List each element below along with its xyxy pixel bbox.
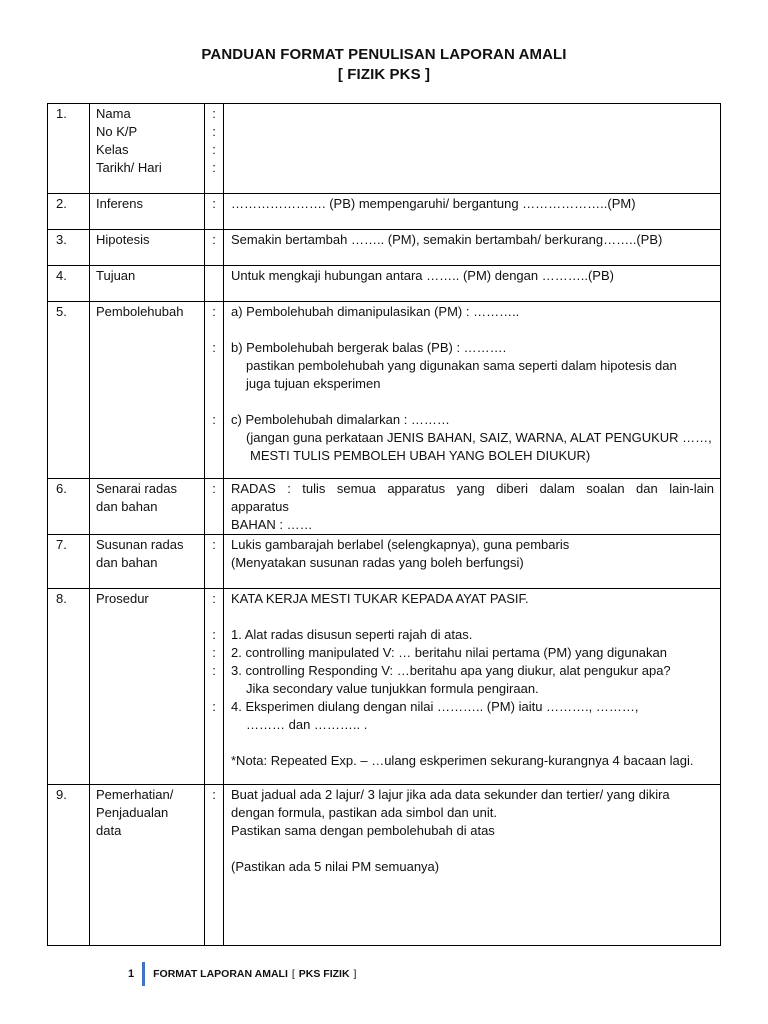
variable-note: (jangan guna perkataan JENIS BAHAN, SAIZ, WARNA, ALAT PENGUKUR ……, — [246, 430, 712, 445]
pemerhatian-text: Pastikan sama dengan pembolehubah di atas — [231, 823, 495, 838]
colon: : — [212, 142, 216, 157]
table-row — [48, 230, 721, 266]
prosedur-heading: KATA KERJA MESTI TUKAR KEPADA AYAT PASIF. — [231, 591, 529, 606]
row-label: Senarai radas — [96, 481, 177, 496]
footer-title: FORMAT LAPORAN AMALI — [153, 968, 288, 980]
prosedur-step: Jika secondary value tunjukkan formula pengiraan. — [246, 681, 539, 696]
row-label: Pemerhatian/ — [96, 787, 174, 802]
prosedur-step: ……… dan ……….. . — [246, 717, 368, 732]
table-row — [48, 535, 721, 589]
colon: : — [212, 304, 216, 319]
variable-manipulated: a) Pembolehubah dimanipulasikan (PM) : ……….. — [231, 304, 520, 319]
row-number: 7. — [56, 537, 67, 552]
inferens-text: …………………. (PB) mempengaruhi/ bergantung ………………..(PM) — [231, 196, 636, 211]
colon: : — [212, 627, 216, 642]
label-tarikh-hari: Tarikh/ Hari — [96, 160, 162, 175]
row-number: 5. — [56, 304, 67, 319]
prosedur-step: 1. Alat radas disusun seperti rajah di atas. — [231, 627, 473, 642]
identity-fill-area[interactable] — [224, 104, 721, 194]
prosedur-step: 2. controlling manipulated V: … beritahu nilai pertama (PM) yang digunakan — [231, 645, 667, 660]
radas-text: apparatus — [231, 499, 289, 514]
colon: : — [212, 196, 216, 211]
footer-bracket: ] — [353, 968, 357, 980]
row-number: 1. — [56, 106, 67, 121]
table-row — [48, 194, 721, 230]
colon: : — [212, 340, 216, 355]
pemerhatian-note: (Pastikan ada 5 nilai PM semuanya) — [231, 859, 440, 874]
row-label: Tujuan — [96, 268, 136, 283]
row-label: data — [96, 823, 122, 838]
variable-constant: c) Pembolehubah dimalarkan : ……… — [231, 412, 450, 427]
table-row — [48, 266, 721, 302]
row-label: Inferens — [96, 196, 143, 211]
bahan-text: BAHAN : …… — [231, 517, 313, 532]
row-label: Pembolehubah — [96, 304, 184, 319]
footer-bracket: [ — [291, 968, 295, 980]
table-row — [48, 785, 721, 946]
row-label: dan bahan — [96, 555, 158, 570]
variable-responding: b) Pembolehubah bergerak balas (PB) : ………. — [231, 340, 507, 355]
prosedur-step: 3. controlling Responding V: …beritahu apa yang diukur, alat pengukur apa? — [231, 663, 671, 678]
variable-note: pastikan pembolehubah yang digunakan sama seperti dalam hipotesis dan — [246, 358, 677, 373]
colon: : — [212, 232, 216, 247]
susunan-text: (Menyatakan susunan radas yang boleh berfungsi) — [231, 555, 524, 570]
row-label: dan bahan — [96, 499, 158, 514]
susunan-text: Lukis gambarajah berlabel (selengkapnya), guna pembaris — [231, 537, 570, 552]
row-number: 8. — [56, 591, 67, 606]
row-label: Susunan radas — [96, 537, 184, 552]
row-label: Hipotesis — [96, 232, 150, 247]
colon: : — [212, 124, 216, 139]
variable-note: MESTI TULIS PEMBOLEH UBAH YANG BOLEH DIUKUR) — [250, 448, 591, 463]
row-number: 6. — [56, 481, 67, 496]
colon: : — [212, 591, 216, 606]
prosedur-step: 4. Eksperimen diulang dengan nilai ……….. (PM) iaitu ………., ………, — [231, 699, 639, 714]
variable-note: juga tujuan eksperimen — [246, 376, 381, 391]
table-row — [48, 479, 721, 535]
row-number: 9. — [56, 787, 67, 802]
document-subtitle: [ FIZIK PKS ] — [337, 66, 431, 83]
page-number: 1 — [128, 968, 135, 980]
pemerhatian-text: Buat jadual ada 2 lajur/ 3 lajur jika ada data sekunder dan tertier/ yang dikira — [231, 787, 670, 802]
label-kelas: Kelas — [96, 142, 129, 157]
colon: : — [212, 160, 216, 175]
report-format-table — [47, 103, 721, 946]
tujuan-text: Untuk mengkaji hubungan antara …….. (PM) dengan ………..(PB) — [231, 268, 614, 283]
row-label: Prosedur — [96, 591, 149, 606]
colon: : — [212, 699, 216, 714]
radas-text: RADAS : tulis semua apparatus yang diberi dalam soalan dan lain-lain — [231, 481, 714, 496]
footer-accent-bar — [142, 962, 145, 986]
footer-tag: PKS FIZIK — [298, 968, 350, 980]
table-row — [48, 302, 721, 479]
table-row — [48, 589, 721, 785]
hipotesis-text: Semakin bertambah …….. (PM), semakin bertambah/ berkurang……..(PB) — [231, 232, 663, 247]
row-number: 2. — [56, 196, 67, 211]
label-no-kp: No K/P — [96, 124, 138, 139]
label-nama: Nama — [96, 106, 131, 121]
colon: : — [212, 106, 216, 121]
pemerhatian-text: dengan formula, pastikan ada simbol dan unit. — [231, 805, 497, 820]
colon: : — [212, 787, 216, 802]
row-number: 4. — [56, 268, 67, 283]
colon: : — [212, 537, 216, 552]
page-footer — [128, 962, 356, 986]
row-label: Penjadualan — [96, 805, 169, 820]
colon: : — [212, 481, 216, 496]
row-number: 3. — [56, 232, 67, 247]
document-title: PANDUAN FORMAT PENULISAN LAPORAN AMALI — [201, 46, 567, 63]
colon: : — [212, 645, 216, 660]
colon: : — [212, 663, 216, 678]
prosedur-note: *Nota: Repeated Exp. – …ulang eskperimen sekurang-kurangnya 4 bacaan lagi. — [231, 753, 694, 768]
table-row — [48, 104, 721, 194]
colon: : — [212, 412, 216, 427]
